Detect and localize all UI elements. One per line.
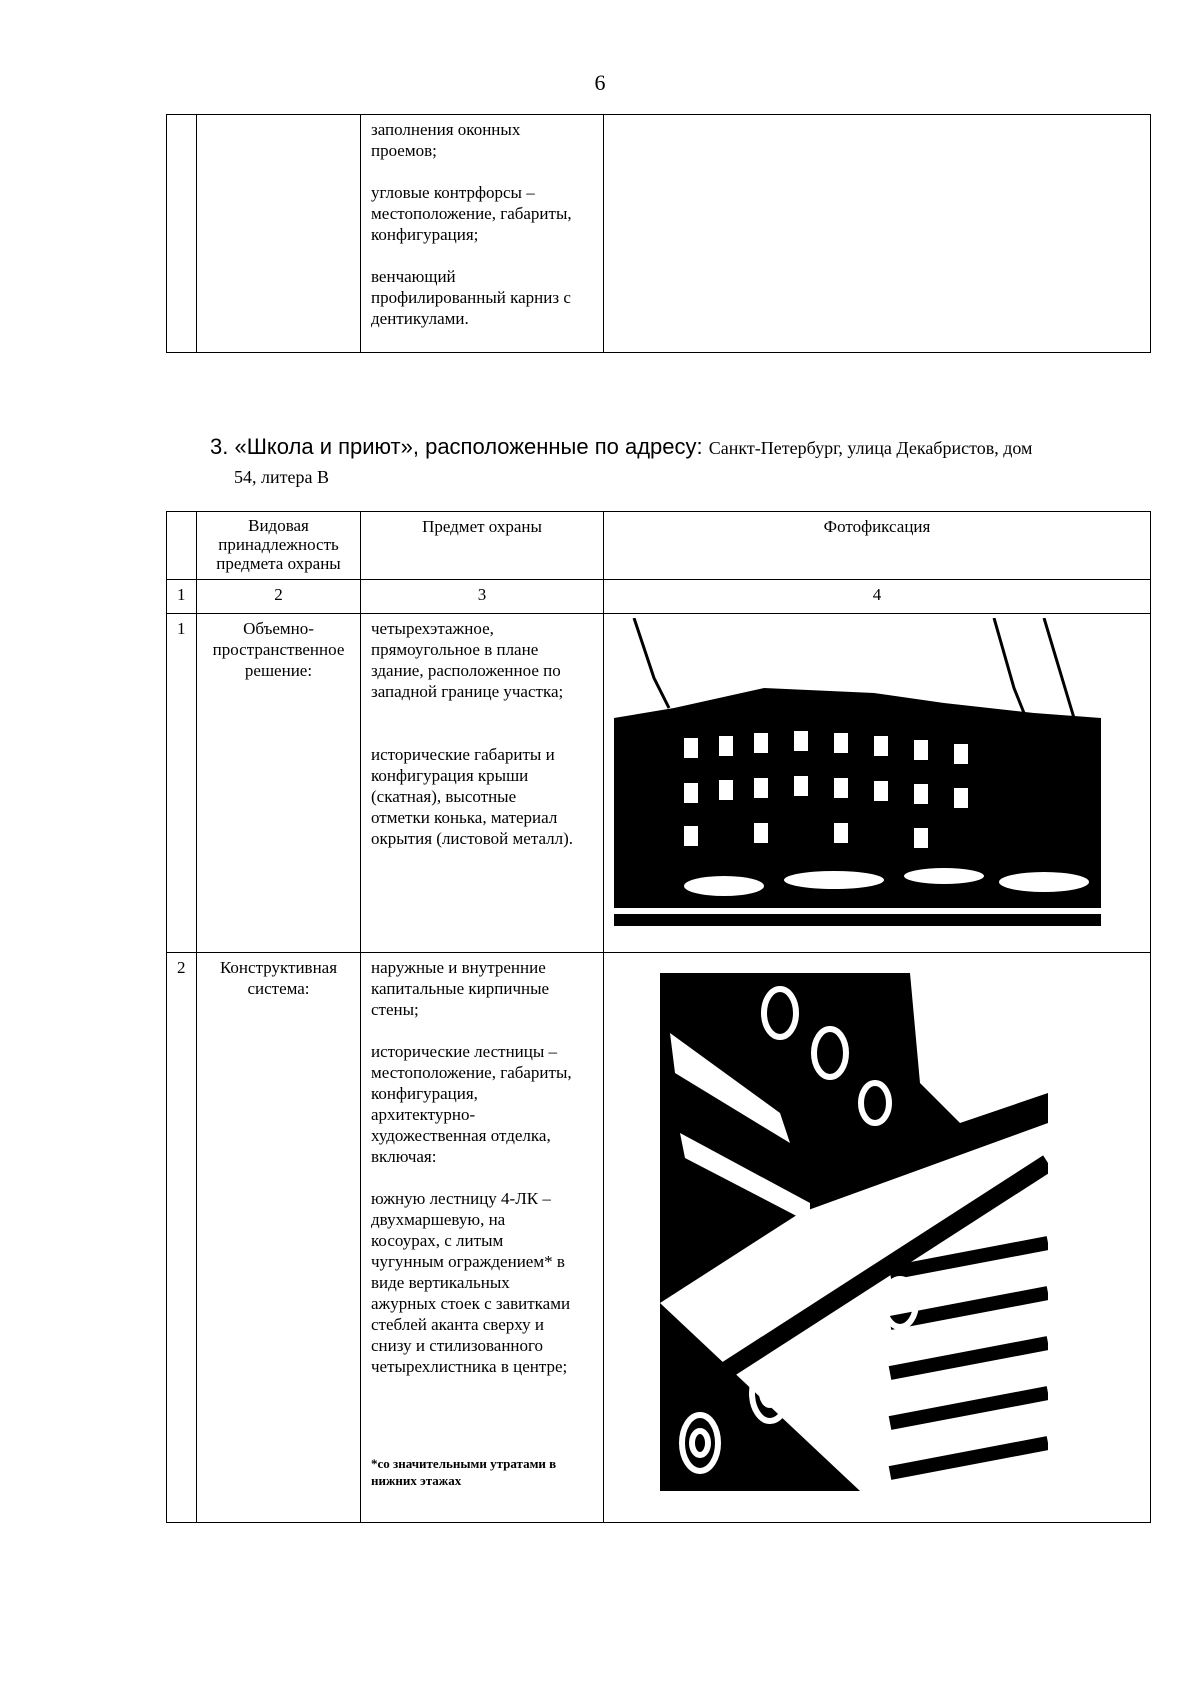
table-cell-empty	[604, 115, 1151, 353]
building-facade-photo	[614, 618, 1101, 926]
column-number: 2	[197, 580, 361, 614]
section-address-line1: Санкт-Петербург, улица Декабристов, дом	[708, 438, 1033, 458]
table-row	[167, 614, 1151, 953]
footnote: *со значительными утратами в нижних этажах	[371, 1456, 557, 1488]
row-category: Конструктивная система:	[197, 953, 361, 1523]
protection-item: венчающий профилированный карниз с дентикулами.	[371, 267, 571, 328]
row-number: 1	[167, 614, 197, 953]
photo-cell	[604, 614, 1151, 953]
column-number-row	[167, 580, 1151, 614]
row-number: 2	[167, 953, 197, 1523]
section-number: 3.	[210, 434, 229, 459]
protection-subject-cell	[361, 115, 604, 353]
column-number: 1	[167, 580, 197, 614]
protection-item: заполнения оконных проемов;	[371, 120, 521, 160]
protection-item: исторические габариты и конфигурация крыши (скатная), высотные отметки конька, материал окрытия (листовой металл).	[371, 745, 574, 848]
header-cell-category: Видовая принадлежность предмета охраны	[197, 512, 361, 580]
protection-table	[166, 511, 1151, 1523]
section-heading	[210, 433, 1130, 491]
header-cell-subject: Предмет охраны	[361, 512, 604, 580]
section-address-line2: 54, литера В	[234, 467, 329, 487]
section-title: «Школа и приют», расположенные по адресу:	[234, 434, 703, 459]
page-number: 6	[594, 70, 606, 95]
photo-cell	[604, 953, 1151, 1523]
table-cell-empty	[167, 115, 197, 353]
protection-item: угловые контрфорсы – местоположение, габариты, конфигурация;	[371, 183, 572, 244]
protection-item: наружные и внутренние капитальные кирпичные стены;	[371, 958, 550, 1019]
table-row	[167, 953, 1151, 1523]
protection-subject-cell	[361, 614, 604, 953]
row-category: Объемно- пространственное решение:	[197, 614, 361, 953]
header-cell-num	[167, 512, 197, 580]
header-cell-photo: Фотофиксация	[604, 512, 1151, 580]
protection-subject-cell	[361, 953, 604, 1523]
staircase-railing-photo	[660, 973, 1048, 1491]
column-number: 4	[604, 580, 1151, 614]
continuation-table	[166, 114, 1151, 353]
column-number: 3	[361, 580, 604, 614]
table-cell-empty	[197, 115, 361, 353]
protection-item: четырехэтажное, прямоугольное в плане здание, расположенное по западной границе участка;	[371, 619, 564, 701]
table-header-row	[167, 512, 1151, 580]
protection-item: южную лестницу 4-ЛК – двухмаршевую, на косоурах, с литым чугунным ограждением* в виде вертикальных ажурных стоек с завитками стеблей аканта сверху и снизу и стилизованного четырехлистника в центре;	[371, 1189, 571, 1376]
protection-item: исторические лестницы – местоположение, габариты, конфигурация, архитектурно- художественная отделка, включая:	[371, 1042, 572, 1166]
